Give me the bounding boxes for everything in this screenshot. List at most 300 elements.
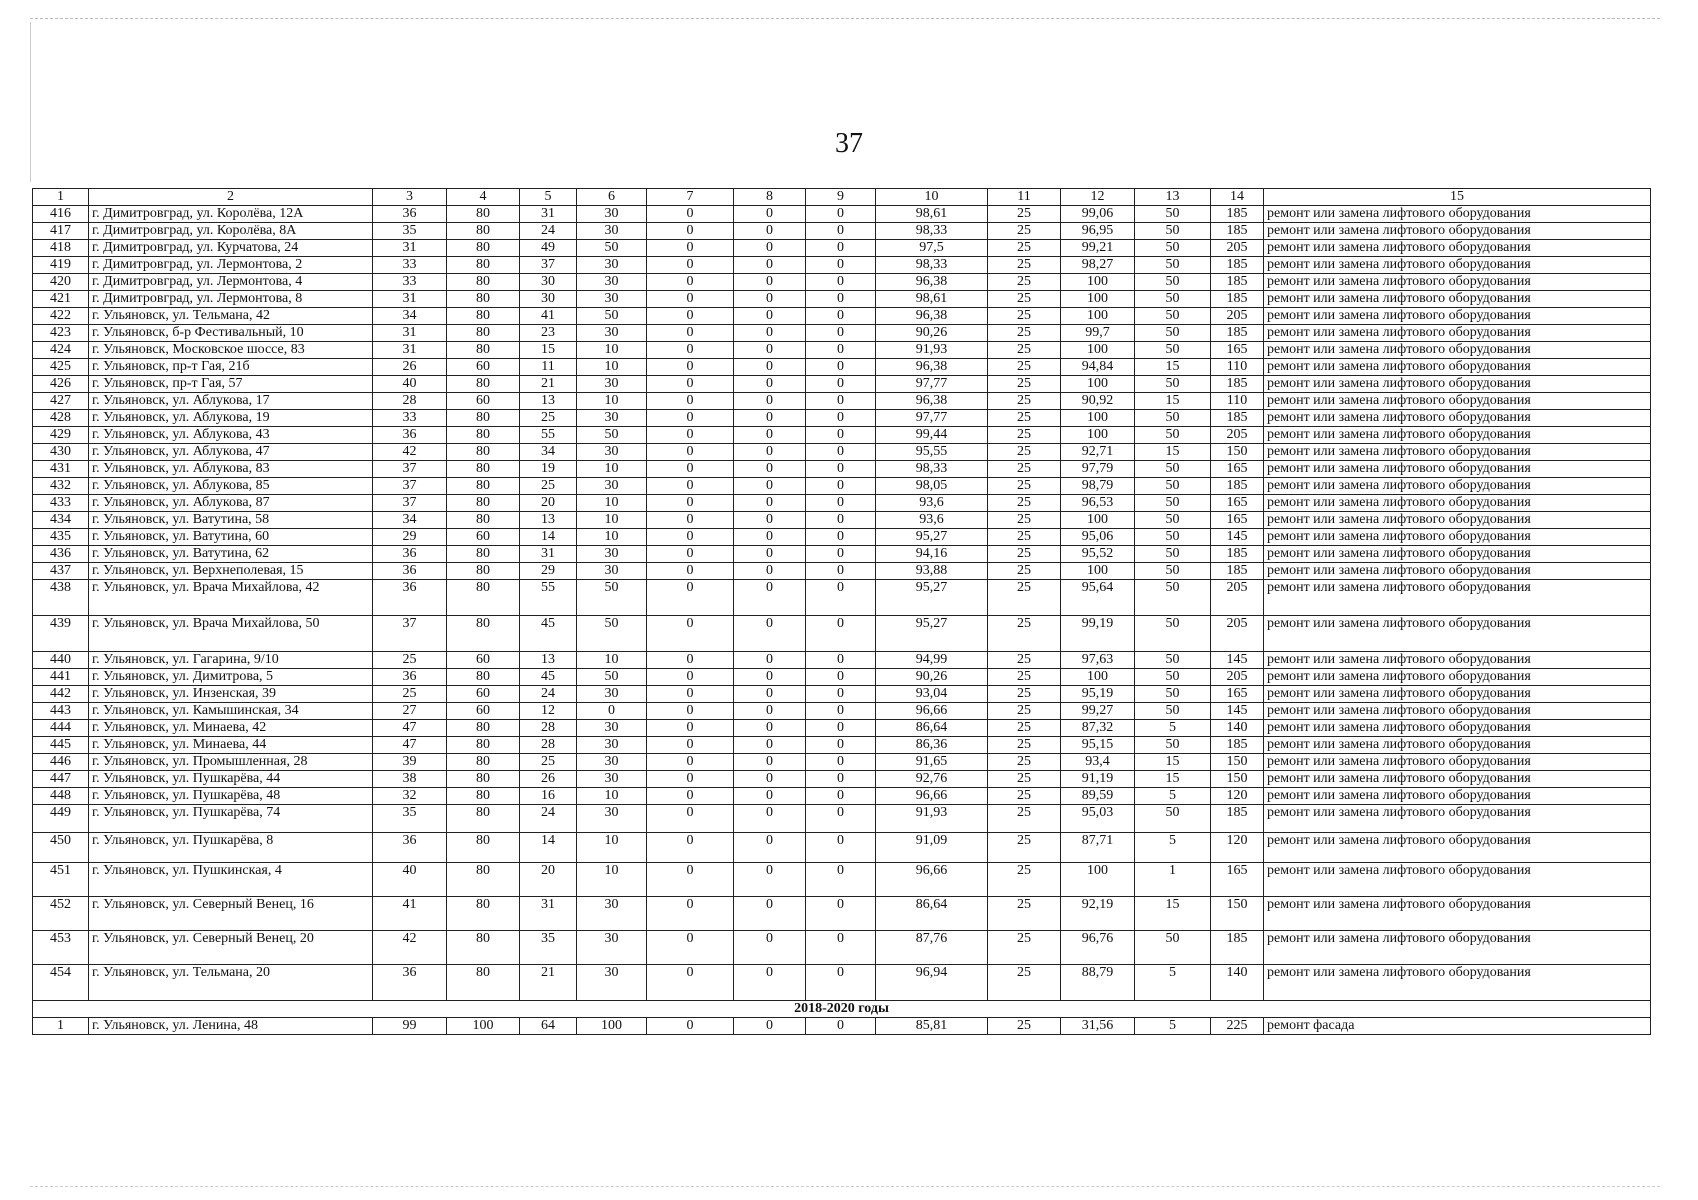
cell-col-8: 0 [734, 897, 806, 931]
cell-col-9: 0 [806, 965, 876, 1001]
column-number-9: 9 [806, 189, 876, 206]
cell-col-11: 25 [988, 393, 1061, 410]
cell-col-12: 95,06 [1061, 529, 1135, 546]
cell-col-9: 0 [806, 393, 876, 410]
cell-col-9: 0 [806, 495, 876, 512]
cell-col-11: 25 [988, 897, 1061, 931]
cell-col-12: 100 [1061, 342, 1135, 359]
cell-col-3: 34 [373, 512, 447, 529]
cell-col-12: 95,03 [1061, 805, 1135, 833]
cell-col-12: 98,79 [1061, 478, 1135, 495]
cell-col-12: 92,19 [1061, 897, 1135, 931]
cell-col-9: 0 [806, 863, 876, 897]
cell-col-10: 95,27 [876, 529, 988, 546]
cell-col-6: 50 [577, 616, 647, 652]
table-row [33, 512, 1651, 529]
address-cell: г. Ульяновск, ул. Ватутина, 60 [89, 529, 373, 546]
cell-col-10: 98,33 [876, 257, 988, 274]
cell-col-8: 0 [734, 308, 806, 325]
cell-col-7: 0 [647, 754, 734, 771]
cell-col-13: 50 [1135, 274, 1211, 291]
cell-col-10: 96,94 [876, 965, 988, 1001]
cell-col-8: 0 [734, 703, 806, 720]
cell-col-11: 25 [988, 754, 1061, 771]
cell-col-14: 185 [1211, 478, 1264, 495]
cell-col-8: 0 [734, 274, 806, 291]
address-cell: г. Ульяновск, ул. Минаева, 44 [89, 737, 373, 754]
cell-col-14: 165 [1211, 686, 1264, 703]
cell-col-12: 100 [1061, 410, 1135, 427]
address-cell: г. Ульяновск, ул. Аблукова, 43 [89, 427, 373, 444]
cell-col-9: 0 [806, 788, 876, 805]
table-row [33, 376, 1651, 393]
cell-col-13: 50 [1135, 257, 1211, 274]
cell-col-7: 0 [647, 863, 734, 897]
cell-col-3: 38 [373, 771, 447, 788]
cell-col-6: 10 [577, 833, 647, 863]
cell-col-3: 33 [373, 274, 447, 291]
cell-col-6: 10 [577, 359, 647, 376]
row-number: 437 [33, 563, 89, 580]
cell-col-13: 50 [1135, 495, 1211, 512]
cell-col-8: 0 [734, 754, 806, 771]
column-number-2: 2 [89, 189, 373, 206]
cell-col-9: 0 [806, 223, 876, 240]
cell-col-11: 25 [988, 529, 1061, 546]
cell-col-7: 0 [647, 720, 734, 737]
work-type-cell: ремонт или замена лифтового оборудования [1264, 652, 1651, 669]
cell-col-7: 0 [647, 652, 734, 669]
row-number: 432 [33, 478, 89, 495]
cell-col-7: 0 [647, 616, 734, 652]
cell-col-6: 30 [577, 325, 647, 342]
cell-col-11: 25 [988, 771, 1061, 788]
cell-col-13: 50 [1135, 410, 1211, 427]
cell-col-14: 185 [1211, 737, 1264, 754]
cell-col-13: 50 [1135, 478, 1211, 495]
cell-col-4: 80 [447, 805, 520, 833]
work-type-cell: ремонт или замена лифтового оборудования [1264, 257, 1651, 274]
cell-col-7: 0 [647, 206, 734, 223]
cell-col-4: 80 [447, 325, 520, 342]
cell-col-10: 93,6 [876, 512, 988, 529]
cell-col-8: 0 [734, 931, 806, 965]
work-type-cell: ремонт или замена лифтового оборудования [1264, 410, 1651, 427]
cell-col-9: 0 [806, 376, 876, 393]
cell-col-10: 97,77 [876, 376, 988, 393]
cell-col-9: 0 [806, 931, 876, 965]
table-row [33, 240, 1651, 257]
cell-col-4: 60 [447, 359, 520, 376]
cell-col-12: 87,32 [1061, 720, 1135, 737]
address-cell: г. Ульяновск, пр-т Гая, 57 [89, 376, 373, 393]
cell-col-14: 185 [1211, 257, 1264, 274]
cell-col-4: 80 [447, 563, 520, 580]
cell-col-6: 30 [577, 720, 647, 737]
cell-col-12: 94,84 [1061, 359, 1135, 376]
cell-col-13: 5 [1135, 720, 1211, 737]
cell-col-12: 100 [1061, 291, 1135, 308]
cell-col-6: 10 [577, 342, 647, 359]
cell-col-8: 0 [734, 669, 806, 686]
cell-col-6: 10 [577, 512, 647, 529]
work-type-cell: ремонт или замена лифтового оборудования [1264, 720, 1651, 737]
cell-col-7: 0 [647, 291, 734, 308]
cell-col-9: 0 [806, 410, 876, 427]
address-cell: г. Ульяновск, ул. Аблукова, 47 [89, 444, 373, 461]
address-cell: г. Ульяновск, ул. Ленина, 48 [89, 1018, 373, 1035]
cell-col-12: 95,64 [1061, 580, 1135, 616]
cell-col-5: 28 [520, 720, 577, 737]
cell-col-3: 37 [373, 478, 447, 495]
cell-col-6: 30 [577, 686, 647, 703]
cell-col-6: 10 [577, 529, 647, 546]
cell-col-5: 34 [520, 444, 577, 461]
address-cell: г. Ульяновск, пр-т Гая, 21б [89, 359, 373, 376]
cell-col-3: 36 [373, 427, 447, 444]
cell-col-7: 0 [647, 444, 734, 461]
cell-col-12: 100 [1061, 563, 1135, 580]
cell-col-14: 185 [1211, 274, 1264, 291]
work-type-cell: ремонт или замена лифтового оборудования [1264, 788, 1651, 805]
table-row [33, 737, 1651, 754]
cell-col-13: 50 [1135, 737, 1211, 754]
cell-col-3: 40 [373, 863, 447, 897]
cell-col-11: 25 [988, 206, 1061, 223]
row-number: 433 [33, 495, 89, 512]
row-number: 443 [33, 703, 89, 720]
cell-col-6: 30 [577, 410, 647, 427]
cell-col-5: 64 [520, 1018, 577, 1035]
cell-col-13: 50 [1135, 805, 1211, 833]
cell-col-9: 0 [806, 580, 876, 616]
cell-col-3: 39 [373, 754, 447, 771]
cell-col-9: 0 [806, 444, 876, 461]
table-row [33, 529, 1651, 546]
cell-col-6: 30 [577, 257, 647, 274]
cell-col-10: 93,88 [876, 563, 988, 580]
cell-col-12: 96,95 [1061, 223, 1135, 240]
cell-col-6: 30 [577, 444, 647, 461]
cell-col-5: 55 [520, 427, 577, 444]
cell-col-5: 21 [520, 376, 577, 393]
cell-col-12: 92,71 [1061, 444, 1135, 461]
cell-col-5: 26 [520, 771, 577, 788]
cell-col-5: 13 [520, 512, 577, 529]
cell-col-10: 94,99 [876, 652, 988, 669]
cell-col-11: 25 [988, 563, 1061, 580]
cell-col-3: 29 [373, 529, 447, 546]
cell-col-9: 0 [806, 771, 876, 788]
work-type-cell: ремонт или замена лифтового оборудования [1264, 931, 1651, 965]
cell-col-10: 96,66 [876, 703, 988, 720]
address-cell: г. Ульяновск, ул. Промышленная, 28 [89, 754, 373, 771]
cell-col-12: 97,63 [1061, 652, 1135, 669]
cell-col-5: 49 [520, 240, 577, 257]
row-number: 427 [33, 393, 89, 410]
cell-col-10: 91,09 [876, 833, 988, 863]
cell-col-10: 90,26 [876, 325, 988, 342]
cell-col-10: 98,61 [876, 291, 988, 308]
cell-col-8: 0 [734, 206, 806, 223]
cell-col-11: 25 [988, 410, 1061, 427]
cell-col-5: 25 [520, 754, 577, 771]
column-number-14: 14 [1211, 189, 1264, 206]
address-cell: г. Ульяновск, ул. Инзенская, 39 [89, 686, 373, 703]
cell-col-13: 50 [1135, 616, 1211, 652]
address-cell: г. Димитровград, ул. Курчатова, 24 [89, 240, 373, 257]
table-row [33, 931, 1651, 965]
cell-col-3: 25 [373, 686, 447, 703]
cell-col-12: 100 [1061, 512, 1135, 529]
row-number: 445 [33, 737, 89, 754]
cell-col-8: 0 [734, 512, 806, 529]
address-cell: г. Ульяновск, ул. Минаева, 42 [89, 720, 373, 737]
cell-col-11: 25 [988, 257, 1061, 274]
cell-col-12: 97,79 [1061, 461, 1135, 478]
cell-col-10: 86,64 [876, 720, 988, 737]
work-type-cell: ремонт или замена лифтового оборудования [1264, 669, 1651, 686]
row-number: 1 [33, 1018, 89, 1035]
work-type-cell: ремонт или замена лифтового оборудования [1264, 291, 1651, 308]
cell-col-8: 0 [734, 529, 806, 546]
cell-col-13: 15 [1135, 754, 1211, 771]
row-number: 449 [33, 805, 89, 833]
row-number: 452 [33, 897, 89, 931]
row-number: 453 [33, 931, 89, 965]
row-number: 418 [33, 240, 89, 257]
cell-col-12: 99,06 [1061, 206, 1135, 223]
cell-col-8: 0 [734, 580, 806, 616]
cell-col-14: 185 [1211, 376, 1264, 393]
register-table [32, 188, 1651, 1035]
cell-col-11: 25 [988, 240, 1061, 257]
cell-col-13: 15 [1135, 393, 1211, 410]
row-number: 441 [33, 669, 89, 686]
cell-col-7: 0 [647, 257, 734, 274]
row-number: 425 [33, 359, 89, 376]
row-number: 450 [33, 833, 89, 863]
address-cell: г. Димитровград, ул. Лермонтова, 8 [89, 291, 373, 308]
cell-col-10: 97,77 [876, 410, 988, 427]
cell-col-8: 0 [734, 427, 806, 444]
cell-col-7: 0 [647, 495, 734, 512]
cell-col-4: 80 [447, 754, 520, 771]
cell-col-5: 31 [520, 546, 577, 563]
cell-col-11: 25 [988, 931, 1061, 965]
cell-col-3: 27 [373, 703, 447, 720]
row-number: 451 [33, 863, 89, 897]
work-type-cell: ремонт или замена лифтового оборудования [1264, 376, 1651, 393]
cell-col-3: 47 [373, 737, 447, 754]
cell-col-11: 25 [988, 274, 1061, 291]
cell-col-7: 0 [647, 669, 734, 686]
cell-col-10: 98,33 [876, 223, 988, 240]
cell-col-7: 0 [647, 580, 734, 616]
cell-col-14: 205 [1211, 616, 1264, 652]
cell-col-14: 185 [1211, 546, 1264, 563]
work-type-cell: ремонт фасада [1264, 1018, 1651, 1035]
cell-col-11: 25 [988, 512, 1061, 529]
cell-col-3: 37 [373, 495, 447, 512]
cell-col-10: 85,81 [876, 1018, 988, 1035]
cell-col-13: 50 [1135, 563, 1211, 580]
cell-col-3: 42 [373, 931, 447, 965]
cell-col-4: 80 [447, 257, 520, 274]
cell-col-5: 24 [520, 805, 577, 833]
cell-col-9: 0 [806, 478, 876, 495]
cell-col-11: 25 [988, 308, 1061, 325]
cell-col-8: 0 [734, 546, 806, 563]
page-number: 37 [835, 128, 863, 159]
cell-col-5: 20 [520, 863, 577, 897]
table-row [33, 325, 1651, 342]
scan-edge-top [30, 18, 1660, 19]
cell-col-10: 96,38 [876, 393, 988, 410]
cell-col-7: 0 [647, 546, 734, 563]
work-type-cell: ремонт или замена лифтового оборудования [1264, 393, 1651, 410]
work-type-cell: ремонт или замена лифтового оборудования [1264, 771, 1651, 788]
cell-col-9: 0 [806, 805, 876, 833]
cell-col-11: 25 [988, 427, 1061, 444]
address-cell: г. Ульяновск, ул. Ватутина, 62 [89, 546, 373, 563]
address-cell: г. Ульяновск, ул. Тельмана, 20 [89, 965, 373, 1001]
table-body [33, 189, 1651, 1035]
work-type-cell: ремонт или замена лифтового оборудования [1264, 754, 1651, 771]
address-cell: г. Ульяновск, ул. Аблукова, 83 [89, 461, 373, 478]
cell-col-8: 0 [734, 257, 806, 274]
work-type-cell: ремонт или замена лифтового оборудования [1264, 325, 1651, 342]
table-row [33, 223, 1651, 240]
table-row [33, 652, 1651, 669]
cell-col-4: 80 [447, 546, 520, 563]
cell-col-13: 50 [1135, 240, 1211, 257]
cell-col-4: 80 [447, 580, 520, 616]
cell-col-10: 98,05 [876, 478, 988, 495]
section-row [33, 1001, 1651, 1018]
address-cell: г. Ульяновск, ул. Ватутина, 58 [89, 512, 373, 529]
cell-col-4: 80 [447, 931, 520, 965]
cell-col-3: 36 [373, 833, 447, 863]
cell-col-14: 165 [1211, 512, 1264, 529]
cell-col-14: 140 [1211, 965, 1264, 1001]
cell-col-3: 31 [373, 291, 447, 308]
cell-col-10: 87,76 [876, 931, 988, 965]
cell-col-4: 80 [447, 274, 520, 291]
cell-col-4: 80 [447, 771, 520, 788]
cell-col-5: 30 [520, 291, 577, 308]
address-cell: г. Ульяновск, ул. Пушкарёва, 8 [89, 833, 373, 863]
work-type-cell: ремонт или замена лифтового оборудования [1264, 897, 1651, 931]
cell-col-13: 5 [1135, 788, 1211, 805]
cell-col-12: 95,15 [1061, 737, 1135, 754]
cell-col-4: 80 [447, 788, 520, 805]
cell-col-11: 25 [988, 376, 1061, 393]
cell-col-13: 50 [1135, 206, 1211, 223]
cell-col-4: 100 [447, 1018, 520, 1035]
table-row [33, 669, 1651, 686]
cell-col-13: 15 [1135, 897, 1211, 931]
cell-col-14: 145 [1211, 652, 1264, 669]
address-cell: г. Ульяновск, ул. Пушкарёва, 44 [89, 771, 373, 788]
row-number: 416 [33, 206, 89, 223]
cell-col-12: 90,92 [1061, 393, 1135, 410]
address-cell: г. Ульяновск, ул. Аблукова, 85 [89, 478, 373, 495]
cell-col-5: 15 [520, 342, 577, 359]
cell-col-10: 86,36 [876, 737, 988, 754]
cell-col-14: 185 [1211, 410, 1264, 427]
work-type-cell: ремонт или замена лифтового оборудования [1264, 478, 1651, 495]
cell-col-12: 88,79 [1061, 965, 1135, 1001]
cell-col-8: 0 [734, 771, 806, 788]
cell-col-13: 50 [1135, 529, 1211, 546]
table-row [33, 771, 1651, 788]
cell-col-5: 45 [520, 616, 577, 652]
cell-col-7: 0 [647, 376, 734, 393]
cell-col-9: 0 [806, 291, 876, 308]
table-row [33, 703, 1651, 720]
cell-col-6: 30 [577, 931, 647, 965]
cell-col-3: 36 [373, 669, 447, 686]
work-type-cell: ремонт или замена лифтового оборудования [1264, 308, 1651, 325]
cell-col-3: 31 [373, 325, 447, 342]
work-type-cell: ремонт или замена лифтового оборудования [1264, 206, 1651, 223]
cell-col-13: 50 [1135, 291, 1211, 308]
column-number-12: 12 [1061, 189, 1135, 206]
cell-col-11: 25 [988, 686, 1061, 703]
cell-col-9: 0 [806, 737, 876, 754]
cell-col-13: 15 [1135, 359, 1211, 376]
cell-col-5: 55 [520, 580, 577, 616]
header-row [33, 189, 1651, 206]
cell-col-6: 30 [577, 805, 647, 833]
cell-col-13: 50 [1135, 669, 1211, 686]
column-number-3: 3 [373, 189, 447, 206]
cell-col-8: 0 [734, 788, 806, 805]
cell-col-14: 205 [1211, 427, 1264, 444]
address-cell: г. Ульяновск, ул. Гагарина, 9/10 [89, 652, 373, 669]
cell-col-13: 50 [1135, 461, 1211, 478]
cell-col-9: 0 [806, 529, 876, 546]
cell-col-8: 0 [734, 720, 806, 737]
cell-col-14: 150 [1211, 444, 1264, 461]
cell-col-13: 50 [1135, 580, 1211, 616]
cell-col-11: 25 [988, 342, 1061, 359]
cell-col-6: 50 [577, 427, 647, 444]
cell-col-7: 0 [647, 240, 734, 257]
cell-col-14: 150 [1211, 897, 1264, 931]
cell-col-6: 30 [577, 206, 647, 223]
table-row [33, 616, 1651, 652]
cell-col-7: 0 [647, 563, 734, 580]
cell-col-13: 5 [1135, 833, 1211, 863]
cell-col-11: 25 [988, 805, 1061, 833]
cell-col-9: 0 [806, 257, 876, 274]
table-row [33, 257, 1651, 274]
address-cell: г. Димитровград, ул. Лермонтова, 2 [89, 257, 373, 274]
cell-col-7: 0 [647, 308, 734, 325]
cell-col-11: 25 [988, 546, 1061, 563]
work-type-cell: ремонт или замена лифтового оборудования [1264, 529, 1651, 546]
row-number: 424 [33, 342, 89, 359]
work-type-cell: ремонт или замена лифтового оборудования [1264, 427, 1651, 444]
cell-col-10: 95,55 [876, 444, 988, 461]
table-row [33, 291, 1651, 308]
cell-col-7: 0 [647, 325, 734, 342]
cell-col-6: 50 [577, 580, 647, 616]
cell-col-3: 36 [373, 563, 447, 580]
work-type-cell: ремонт или замена лифтового оборудования [1264, 274, 1651, 291]
